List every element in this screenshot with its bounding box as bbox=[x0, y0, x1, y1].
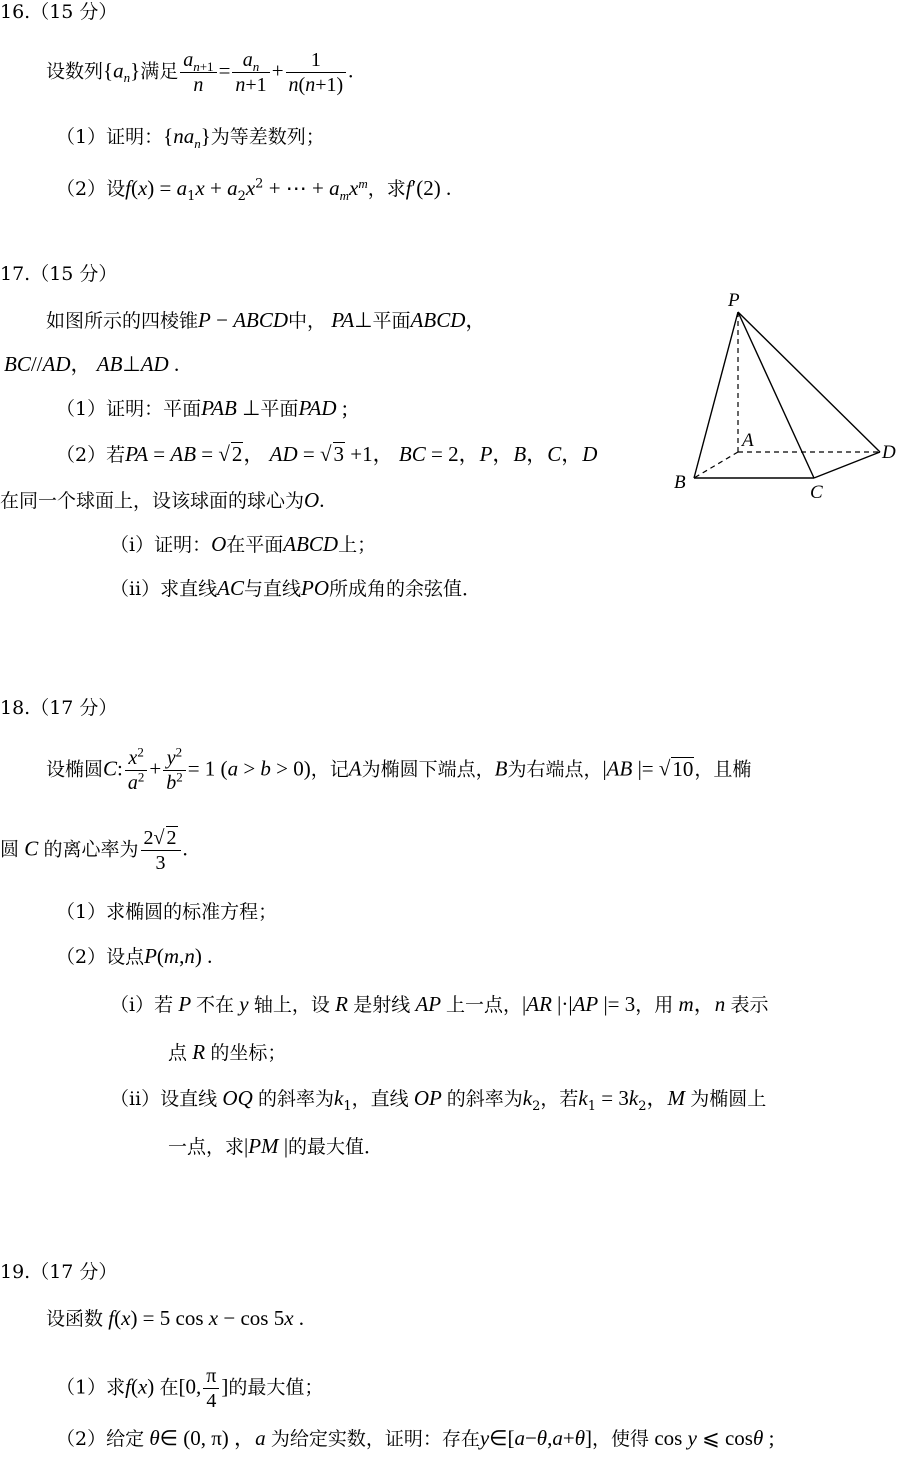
vertex-label-b: B bbox=[674, 472, 686, 493]
q17-line5: 在同一个球面上，设该球面的球心为O. bbox=[0, 488, 325, 512]
q19-part2: （2）给定 θ∈ (0, π) ，a 为给定实数，证明：存在y∈[a−θ,a+θ]，使得 cos y ⩽ cosθ ; bbox=[56, 1426, 775, 1450]
q18-header: 18.（17 分） bbox=[0, 697, 118, 719]
vertex-label-a: A bbox=[742, 430, 754, 451]
vertex-label-d: D bbox=[882, 442, 896, 463]
q16-part2: （2）设$f(x) = a_1x + a_2x^2$ + ⋯ + $a_mx^m$，求f′(2) . bbox=[56, 175, 452, 204]
q16-part1: （1）证明：$\{na_n\}$为等差数列； bbox=[56, 124, 325, 151]
q17-sub-i: （ⅰ）证明：O在平面ABCD上； bbox=[110, 532, 377, 556]
q19-header: 19.（17 分） bbox=[0, 1261, 118, 1283]
q18-sub-i: （ⅰ）若 P 不在 y 轴上，设 R 是射线 AP 上一点，|AR |·|AP |= 3，用 m，n 表示 bbox=[110, 992, 769, 1016]
q19-stem: 设函数 f(x) = 5 cos x − cos 5x . bbox=[46, 1306, 305, 1330]
q17-header: 17.（15 分） bbox=[0, 263, 118, 285]
q16-stem: 设数列$\{a_n\}$满足 $\frac{a_{n+1}}{n}$ = $\frac{a_n}{n+1}$ + $\frac{1}{n(n+1)}$ . bbox=[46, 49, 354, 96]
q18-sub-i-line2: 点 R 的坐标； bbox=[168, 1040, 287, 1064]
vertex-label-p: P bbox=[728, 290, 740, 311]
q16-header: 16.（15 分） bbox=[0, 1, 118, 23]
pyramid-figure bbox=[668, 286, 900, 508]
vertex-label-c: C bbox=[810, 482, 823, 503]
q18-line2: 圆 C 的离心率为 $\frac{2√ 2}{3}$ . bbox=[0, 827, 188, 874]
q17-part1: （1）证明：平面PAB ⊥平面PAD ; bbox=[56, 396, 348, 420]
q19-part1: （1）求f(x) 在[0, $\frac{\pi}{4}$ ]的最大值； bbox=[56, 1365, 324, 1412]
q18-part1: （1）求椭圆的标准方程； bbox=[56, 901, 278, 923]
q17-line1: 如图所示的四棱锥P − ABCD中， PA⊥平面ABCD， bbox=[46, 308, 487, 332]
q17-sub-ii: （ⅱ）求直线AC与直线PO所成角的余弦值． bbox=[110, 576, 482, 600]
q18-part2: （2）设点P(m,n) . bbox=[56, 944, 213, 968]
q18-line1: 设椭圆C: $\frac{x^2}{a^2}$ + $\frac{y^2}{b^2}$ = 1 (a > b > 0)，记A为椭圆下端点，B为右端点，|AB |= √10，且椭 bbox=[46, 744, 752, 794]
q18-sub-ii-line2: 一点，求|PM |的最大值． bbox=[168, 1134, 384, 1158]
q17-line2: BC//AD， AB⊥AD . bbox=[4, 352, 180, 376]
q17-part2: （2）若PA = AB = √2， AD = √3 +1， BC = 2，P，B，C，D bbox=[56, 442, 598, 466]
q18-sub-ii: （ⅱ）设直线 OQ 的斜率为$k_1$，直线 OP 的斜率为$k_2$，若$k_1 = 3k_2$，M 为椭圆上 bbox=[110, 1086, 767, 1114]
